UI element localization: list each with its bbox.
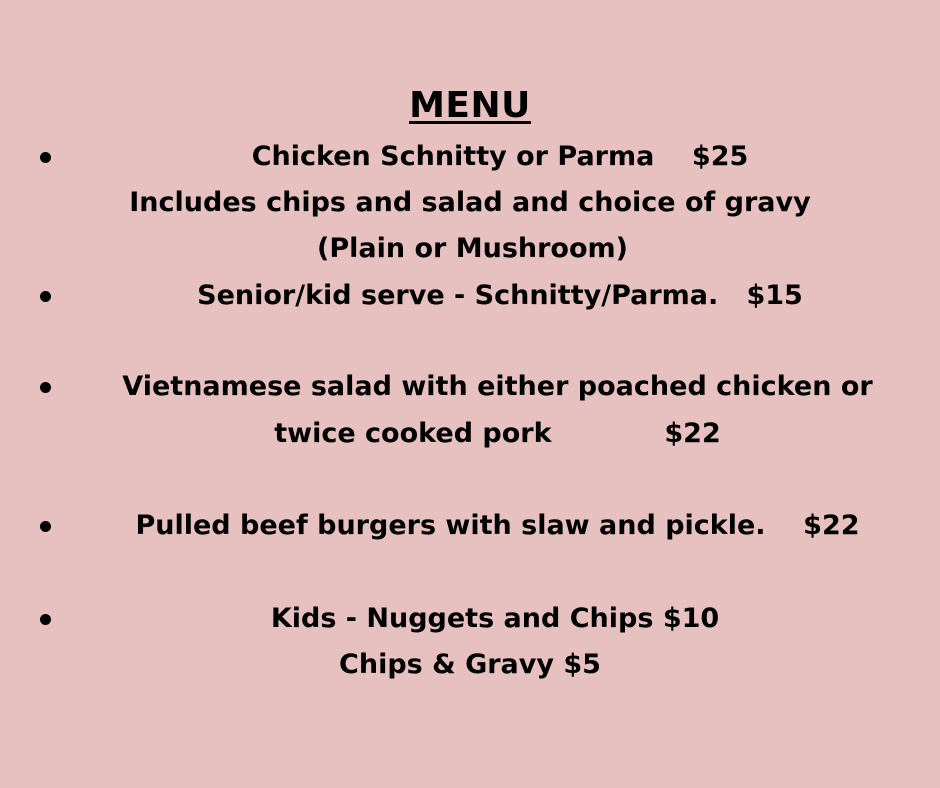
menu-item-2-line-1: Senior/kid serve - Schnitty/Parma. $15	[197, 280, 803, 311]
bullet-icon	[40, 152, 51, 163]
menu-item-5-line-2: Chips & Gravy $5	[339, 649, 601, 680]
menu-item-3-line-2: twice cooked pork $22	[274, 418, 721, 449]
menu-item-1-line-2: Includes chips and salad and choice of gravy	[129, 187, 811, 218]
menu-item-1-line-3: (Plain or Mushroom)	[316, 233, 628, 264]
bullet-icon	[40, 291, 51, 302]
menu-item-1-line-1: Chicken Schnitty or Parma $25	[251, 141, 749, 172]
menu-title: MENU	[409, 85, 531, 126]
bullet-icon	[40, 382, 51, 393]
bullet-icon	[40, 614, 51, 625]
menu-item-4-line-1: Pulled beef burgers with slaw and pickle. $22	[135, 510, 860, 541]
menu-item-5-line-1: Kids - Nuggets and Chips $10	[270, 603, 720, 634]
menu-item-3-line-1: Vietnamese salad with either poached chicken or	[122, 371, 873, 402]
bullet-icon	[40, 521, 51, 532]
